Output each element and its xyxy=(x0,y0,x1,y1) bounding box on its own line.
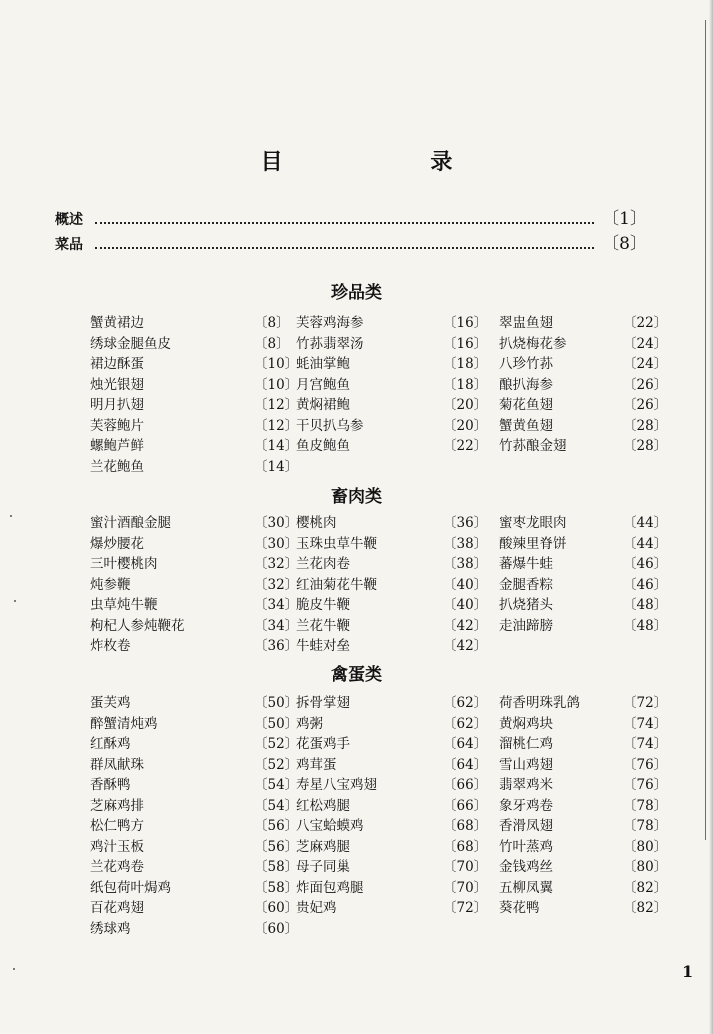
toc-entry[interactable] xyxy=(55,230,647,254)
toc-item-page: 〔48〕 xyxy=(623,617,668,634)
toc-item-page: 〔14〕 xyxy=(254,458,299,475)
toc-item[interactable] xyxy=(296,896,499,917)
toc-item-page: 〔42〕 xyxy=(443,638,488,655)
binding-edge-line xyxy=(705,20,706,840)
toc-item-name: 拆骨掌翅 xyxy=(296,695,350,712)
toc-item[interactable] xyxy=(499,773,668,794)
toc-item[interactable] xyxy=(296,835,499,856)
toc-item-name: 兰花鲍鱼 xyxy=(90,458,144,475)
toc-item-name: 蜜枣龙眼肉 xyxy=(499,515,567,532)
toc-item-name: 三叶樱桃肉 xyxy=(90,556,158,573)
toc-item-page: 〔34〕 xyxy=(254,617,299,634)
toc-item-name: 芙蓉鸡海参 xyxy=(296,315,364,332)
toc-entry[interactable] xyxy=(55,205,647,229)
toc-item-name: 竹叶蒸鸡 xyxy=(499,838,553,855)
toc-item-page: 〔60〕 xyxy=(254,900,299,917)
toc-item[interactable] xyxy=(499,552,668,573)
toc-item[interactable] xyxy=(499,876,668,897)
toc-item-name: 鱼皮鲍鱼 xyxy=(296,438,350,455)
section-list-qindan xyxy=(90,691,668,937)
toc-item-name: 松仁鸭方 xyxy=(90,818,144,835)
toc-item-name: 蟹黄鱼翅 xyxy=(499,417,553,434)
toc-item-name: 寿星八宝鸡翅 xyxy=(296,777,377,794)
toc-item-name: 炸枚卷 xyxy=(90,638,131,655)
toc-item-name: 蚝油掌鲍 xyxy=(296,356,350,373)
toc-item-page: 〔80〕 xyxy=(623,859,668,876)
toc-item-page: 〔26〕 xyxy=(623,376,668,393)
toc-item[interactable] xyxy=(90,814,299,835)
toc-item-page: 〔72〕 xyxy=(623,695,668,712)
toc-item[interactable] xyxy=(296,876,499,897)
toc-item-name: 蕃爆牛蛙 xyxy=(499,556,553,573)
toc-item[interactable] xyxy=(296,393,499,414)
toc-item-name: 炖参鞭 xyxy=(90,576,131,593)
toc-item-name: 裙边酥蛋 xyxy=(90,356,144,373)
toc-item-page: 〔32〕 xyxy=(254,556,299,573)
toc-item-page: 〔68〕 xyxy=(443,818,488,835)
toc-item[interactable] xyxy=(499,414,668,435)
toc-item[interactable] xyxy=(499,593,668,614)
toc-item[interactable] xyxy=(499,434,668,455)
toc-item[interactable] xyxy=(90,393,299,414)
toc-item[interactable] xyxy=(296,753,499,774)
toc-item[interactable] xyxy=(296,552,499,573)
toc-item[interactable] xyxy=(90,455,299,476)
toc-item-name: 明月扒翅 xyxy=(90,397,144,414)
toc-item-page: 〔40〕 xyxy=(443,597,488,614)
dot-leader xyxy=(95,247,594,249)
toc-item-page: 〔10〕 xyxy=(254,356,299,373)
toc-item[interactable] xyxy=(296,373,499,394)
toc-item-page: 〔8〕 xyxy=(254,335,290,352)
toc-item-name: 贵妃鸡 xyxy=(296,900,337,917)
toc-item-name: 黄焖鸡块 xyxy=(499,715,553,732)
toc-item-page: 〔66〕 xyxy=(443,797,488,814)
toc-item-name: 红松鸡腿 xyxy=(296,797,350,814)
toc-item[interactable] xyxy=(90,896,299,917)
toc-item-name: 虫草炖牛鞭 xyxy=(90,597,158,614)
toc-item[interactable] xyxy=(499,855,668,876)
toc-item-page: 〔52〕 xyxy=(254,756,299,773)
toc-item-name: 炸面包鸡腿 xyxy=(296,879,364,896)
toc-item-page: 〔28〕 xyxy=(623,417,668,434)
toc-item-name: 烛光银翅 xyxy=(90,376,144,393)
page-title: 目 录 xyxy=(260,149,523,175)
toc-item[interactable] xyxy=(90,876,299,897)
toc-item-page: 〔56〕 xyxy=(254,838,299,855)
toc-item-page: 〔8〕 xyxy=(254,315,290,332)
toc-item-name: 绣球金腿鱼皮 xyxy=(90,335,171,352)
toc-item[interactable] xyxy=(296,573,499,594)
toc-item-name: 干贝扒乌参 xyxy=(296,417,364,434)
toc-item[interactable] xyxy=(90,511,299,532)
toc-item[interactable] xyxy=(296,634,499,655)
toc-item-name: 爆炒腰花 xyxy=(90,535,144,552)
toc-item-name: 群凤献珠 xyxy=(90,756,144,773)
toc-item[interactable] xyxy=(296,794,499,815)
toc-item[interactable] xyxy=(90,414,299,435)
toc-item-page: 〔22〕 xyxy=(443,438,488,455)
toc-item-page: 〔60〕 xyxy=(254,920,299,937)
toc-item-page: 〔18〕 xyxy=(443,356,488,373)
section-list-churou xyxy=(90,511,668,655)
toc-item-page: 〔48〕 xyxy=(623,597,668,614)
toc-item-name: 芙蓉鲍片 xyxy=(90,417,144,434)
section-title-churou: 畜肉类 xyxy=(331,487,382,507)
toc-item[interactable] xyxy=(296,691,499,712)
toc-item[interactable] xyxy=(296,511,499,532)
toc-item[interactable] xyxy=(90,712,299,733)
toc-item-name: 扒烧梅花参 xyxy=(499,335,567,352)
toc-item-name: 香滑凤翅 xyxy=(499,818,553,835)
toc-item-page: 〔54〕 xyxy=(254,797,299,814)
toc-item[interactable] xyxy=(90,732,299,753)
toc-item[interactable] xyxy=(499,393,668,414)
toc-item[interactable] xyxy=(499,712,668,733)
toc-item[interactable] xyxy=(296,311,499,332)
toc-item[interactable] xyxy=(499,814,668,835)
toc-item-page: 〔78〕 xyxy=(623,818,668,835)
toc-item-name: 蟹黄裙边 xyxy=(90,315,144,332)
toc-item-page: 〔46〕 xyxy=(623,576,668,593)
toc-entry-page: 〔1〕 xyxy=(602,209,647,229)
toc-item-name: 兰花肉卷 xyxy=(296,556,350,573)
toc-item[interactable] xyxy=(499,352,668,373)
toc-item[interactable] xyxy=(499,573,668,594)
toc-item-name: 酸辣里脊饼 xyxy=(499,535,567,552)
toc-item-page: 〔62〕 xyxy=(443,695,488,712)
toc-item[interactable] xyxy=(90,532,299,553)
toc-item[interactable] xyxy=(296,814,499,835)
toc-item-name: 翡翠鸡米 xyxy=(499,777,553,794)
toc-item-name: 八珍竹荪 xyxy=(499,356,553,373)
toc-item-name: 芝麻鸡腿 xyxy=(296,838,350,855)
toc-item[interactable] xyxy=(296,732,499,753)
toc-item[interactable] xyxy=(499,896,668,917)
toc-item-name: 象牙鸡卷 xyxy=(499,797,553,814)
toc-item[interactable] xyxy=(499,311,668,332)
toc-item[interactable] xyxy=(499,691,668,712)
toc-item[interactable] xyxy=(499,532,668,553)
toc-item-page: 〔32〕 xyxy=(254,576,299,593)
toc-item[interactable] xyxy=(90,332,296,353)
toc-item[interactable] xyxy=(296,855,499,876)
toc-item-name: 金腿香粽 xyxy=(499,576,553,593)
toc-item-page: 〔62〕 xyxy=(443,715,488,732)
toc-item-name: 母子同巢 xyxy=(296,859,350,876)
toc-item-page: 〔82〕 xyxy=(623,879,668,896)
toc-item-name: 菊花鱼翅 xyxy=(499,397,553,414)
toc-item-name: 八宝蛤蟆鸡 xyxy=(296,818,364,835)
toc-item-name: 竹荪酿金翅 xyxy=(499,438,567,455)
toc-entry-label: 概述 xyxy=(55,212,83,228)
toc-item-page: 〔64〕 xyxy=(443,736,488,753)
toc-item-name: 纸包荷叶焗鸡 xyxy=(90,879,171,896)
toc-item-page: 〔38〕 xyxy=(443,535,488,552)
toc-item[interactable] xyxy=(90,634,299,655)
toc-item-page: 〔10〕 xyxy=(254,376,299,393)
toc-item-page: 〔76〕 xyxy=(623,777,668,794)
toc-item-page: 〔38〕 xyxy=(443,556,488,573)
toc-item-page: 〔20〕 xyxy=(443,417,488,434)
toc-item-name: 葵花鸭 xyxy=(499,900,540,917)
toc-item-name: 蛋芙鸡 xyxy=(90,695,131,712)
scan-speck xyxy=(13,968,15,970)
toc-item[interactable] xyxy=(90,855,299,876)
toc-item-name: 溜桃仁鸡 xyxy=(499,736,553,753)
toc-item-name: 兰花牛鞭 xyxy=(296,617,350,634)
toc-item[interactable] xyxy=(90,773,299,794)
toc-item[interactable] xyxy=(499,614,668,635)
toc-item-page: 〔24〕 xyxy=(623,356,668,373)
toc-item-name: 雪山鸡翅 xyxy=(499,756,553,773)
toc-item-page: 〔36〕 xyxy=(443,515,488,532)
toc-item-name: 五柳凤翼 xyxy=(499,879,553,896)
toc-item[interactable] xyxy=(296,773,499,794)
toc-item[interactable] xyxy=(90,794,299,815)
toc-item-page: 〔56〕 xyxy=(254,818,299,835)
toc-item-name: 翠盅鱼翅 xyxy=(499,315,553,332)
toc-item[interactable] xyxy=(90,434,299,455)
toc-item-page: 〔68〕 xyxy=(443,838,488,855)
toc-item[interactable] xyxy=(90,691,299,712)
toc-item[interactable] xyxy=(296,712,499,733)
toc-item-page: 〔36〕 xyxy=(254,638,299,655)
toc-item-page: 〔70〕 xyxy=(443,859,488,876)
section-list-zhenpin xyxy=(90,311,668,475)
toc-item-page: 〔82〕 xyxy=(623,900,668,917)
toc-item-page: 〔18〕 xyxy=(443,376,488,393)
toc-item-page: 〔76〕 xyxy=(623,756,668,773)
toc-item-page: 〔46〕 xyxy=(623,556,668,573)
toc-item-name: 红油菊花牛鞭 xyxy=(296,576,377,593)
toc-item[interactable] xyxy=(90,614,299,635)
toc-item[interactable] xyxy=(90,552,299,573)
toc-item[interactable] xyxy=(90,917,299,938)
section-title-qindan: 禽蛋类 xyxy=(331,665,382,685)
page-number: 1 xyxy=(682,962,694,981)
toc-item[interactable] xyxy=(90,573,299,594)
toc-item-name: 樱桃肉 xyxy=(296,515,337,532)
toc-item-page: 〔50〕 xyxy=(254,715,299,732)
toc-item-name: 蜜汁酒酿金腿 xyxy=(90,515,171,532)
toc-item[interactable] xyxy=(90,311,296,332)
toc-item-page: 〔28〕 xyxy=(623,438,668,455)
toc-item[interactable] xyxy=(499,794,668,815)
toc-item-name: 兰花鸡卷 xyxy=(90,859,144,876)
toc-item-page: 〔12〕 xyxy=(254,417,299,434)
toc-item-page: 〔40〕 xyxy=(443,576,488,593)
scan-speck xyxy=(10,515,12,517)
section-title-zhenpin: 珍品类 xyxy=(331,283,382,303)
toc-item-page: 〔80〕 xyxy=(623,838,668,855)
toc-item-name: 鸡汁玉板 xyxy=(90,838,144,855)
toc-item-page: 〔44〕 xyxy=(623,515,668,532)
toc-item[interactable] xyxy=(499,511,668,532)
toc-item-name: 黄焖裙鲍 xyxy=(296,397,350,414)
toc-item[interactable] xyxy=(296,414,499,435)
toc-item[interactable] xyxy=(296,614,499,635)
toc-item-name: 荷香明珠乳鸽 xyxy=(499,695,580,712)
toc-item-name: 鸡粥 xyxy=(296,715,323,732)
toc-item-page: 〔14〕 xyxy=(254,438,299,455)
toc-entry-page: 〔8〕 xyxy=(602,234,647,254)
toc-item[interactable] xyxy=(499,373,668,394)
toc-item[interactable] xyxy=(90,593,299,614)
toc-item-page: 〔34〕 xyxy=(254,597,299,614)
toc-item-page: 〔66〕 xyxy=(443,777,488,794)
toc-item-name: 扒烧猪头 xyxy=(499,597,553,614)
toc-item-name: 香酥鸭 xyxy=(90,777,131,794)
toc-item-page: 〔16〕 xyxy=(443,315,488,332)
toc-item-page: 〔24〕 xyxy=(623,335,668,352)
toc-item-name: 月宫鲍鱼 xyxy=(296,376,350,393)
toc-item-name: 醉蟹清炖鸡 xyxy=(90,715,158,732)
dot-leader xyxy=(95,222,594,224)
toc-item-page: 〔30〕 xyxy=(254,535,299,552)
toc-item-page: 〔64〕 xyxy=(443,756,488,773)
toc-item-name: 脆皮牛鞭 xyxy=(296,597,350,614)
toc-item-page: 〔74〕 xyxy=(623,715,668,732)
toc-item[interactable] xyxy=(499,332,668,353)
toc-item-page: 〔22〕 xyxy=(623,315,668,332)
toc-item-page: 〔20〕 xyxy=(443,397,488,414)
toc-item[interactable] xyxy=(296,434,499,455)
toc-item-name: 百花鸡翅 xyxy=(90,900,144,917)
toc-item-page: 〔74〕 xyxy=(623,736,668,753)
toc-item[interactable] xyxy=(499,732,668,753)
toc-item[interactable] xyxy=(90,373,299,394)
toc-item[interactable] xyxy=(296,332,499,353)
toc-item-page: 〔44〕 xyxy=(623,535,668,552)
toc-item-page: 〔58〕 xyxy=(254,859,299,876)
toc-item-page: 〔50〕 xyxy=(254,695,299,712)
toc-item-name: 竹荪翡翠汤 xyxy=(296,335,364,352)
toc-item-page: 〔16〕 xyxy=(443,335,488,352)
toc-item-page: 〔26〕 xyxy=(623,397,668,414)
toc-item-page: 〔70〕 xyxy=(443,879,488,896)
toc-item[interactable] xyxy=(499,835,668,856)
toc-item-page: 〔30〕 xyxy=(254,515,299,532)
toc-item-page: 〔78〕 xyxy=(623,797,668,814)
toc-item-name: 走油蹄膀 xyxy=(499,617,553,634)
toc-entry-label: 菜品 xyxy=(55,237,83,253)
toc-item-page: 〔72〕 xyxy=(443,900,488,917)
toc-item[interactable] xyxy=(499,753,668,774)
toc-item-name: 金钱鸡丝 xyxy=(499,859,553,876)
toc-item-name: 花蛋鸡手 xyxy=(296,736,350,753)
toc-item[interactable] xyxy=(296,593,499,614)
toc-item-name: 红酥鸡 xyxy=(90,736,131,753)
toc-item-name: 鸡茸蛋 xyxy=(296,756,337,773)
toc-item[interactable] xyxy=(90,352,299,373)
toc-item[interactable] xyxy=(90,835,299,856)
toc-item[interactable] xyxy=(90,753,299,774)
toc-item[interactable] xyxy=(296,532,499,553)
toc-item-name: 牛蛙对垒 xyxy=(296,638,350,655)
toc-item-name: 芝麻鸡排 xyxy=(90,797,144,814)
toc-item-page: 〔12〕 xyxy=(254,397,299,414)
toc-item-name: 酿扒海参 xyxy=(499,376,553,393)
toc-item-page: 〔42〕 xyxy=(443,617,488,634)
toc-item[interactable] xyxy=(296,352,499,373)
toc-item-page: 〔54〕 xyxy=(254,777,299,794)
toc-item-page: 〔58〕 xyxy=(254,879,299,896)
toc-item-name: 枸杞人参炖鞭花 xyxy=(90,617,185,634)
toc-item-name: 螺鲍芦鲜 xyxy=(90,438,144,455)
toc-item-page: 〔52〕 xyxy=(254,736,299,753)
scan-speck xyxy=(14,600,16,602)
toc-item-name: 玉珠虫草牛鞭 xyxy=(296,535,377,552)
toc-item-name: 绣球鸡 xyxy=(90,920,131,937)
